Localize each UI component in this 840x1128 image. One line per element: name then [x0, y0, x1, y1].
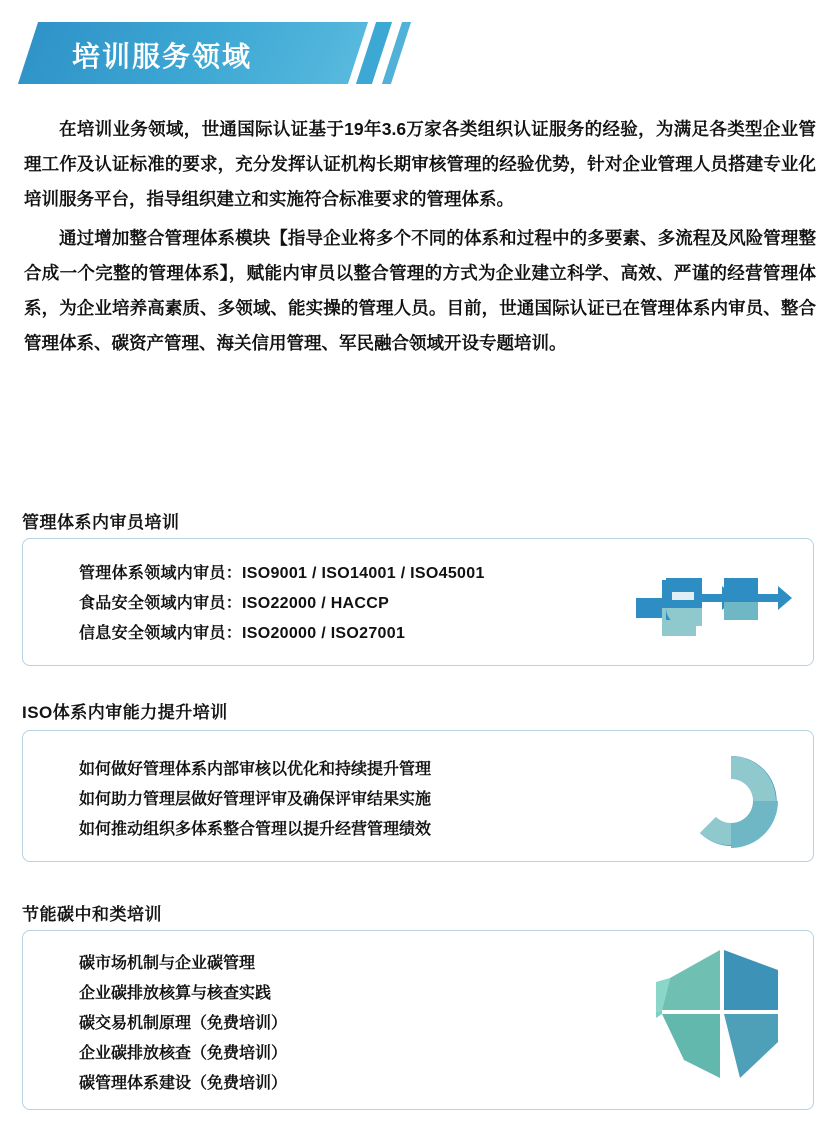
section-title-iso-capability: ISO体系内审能力提升培训 — [22, 703, 228, 722]
section-panel-iso-capability — [22, 730, 814, 862]
list-item: 如何推动组织多体系整合管理以提升经营管理绩效 — [79, 821, 432, 838]
list-item: 企业碳排放核查（免费培训） — [79, 1045, 288, 1062]
list-item: 如何做好管理体系内部审核以优化和持续提升管理 — [79, 761, 432, 778]
list-item: 企业碳排放核算与核查实践 — [79, 985, 272, 1002]
list-item: 如何助力管理层做好管理评审及确保评审结果实施 — [79, 791, 432, 808]
intro-paragraph-1: 在培训业务领域，世通国际认证基于19年3.6万家各类组织认证服务的经验，为满足各类型企业管理工作及认证标准的要求，充分发挥认证机构长期审核管理的经验优势，针对企业管理人员搭建专业化培训服务平台，指导组织建立和实施符合标准要求的管理体系。 — [24, 119, 816, 209]
list-item: 碳交易机制原理（免费培训） — [79, 1015, 288, 1032]
list-item: 食品安全领域内审员：ISO22000 / HACCP — [79, 595, 390, 612]
list-item: 碳市场机制与企业碳管理 — [79, 955, 256, 972]
intro-text — [24, 112, 816, 365]
intro-paragraph-2: 通过增加整合管理体系模块【指导企业将多个不同的体系和过程中的多要素、多流程及风险管理整合成一个完整的管理体系】，赋能内审员以整合管理的方式为企业建立科学、高效、严谨的经营管理体系，为企业培养高素质、多领域、能实操的管理人员。目前，世通国际认证已在管理体系内审员、整合管理体系、碳资产管理、海关信用管理、军民融合领域开设专题培训。 — [24, 228, 816, 353]
list-item: 信息安全领域内审员：ISO20000 / ISO27001 — [79, 625, 406, 642]
list-item: 碳管理体系建设（免费培训） — [79, 1075, 288, 1092]
page-title: 培训服务领域 — [72, 41, 253, 72]
section-panel-carbon-neutral — [22, 930, 814, 1110]
section-title-carbon-neutral: 节能碳中和类培训 — [22, 905, 162, 924]
section-1-list — [23, 539, 813, 649]
section-3-list — [23, 931, 813, 1099]
page-header-banner — [0, 22, 840, 84]
section-panel-internal-auditor — [22, 538, 814, 666]
list-item: 管理体系领域内审员：ISO9001 / ISO14001 / ISO45001 — [79, 565, 485, 582]
section-title-internal-auditor: 管理体系内审员培训 — [22, 513, 180, 532]
section-2-list — [23, 731, 813, 845]
